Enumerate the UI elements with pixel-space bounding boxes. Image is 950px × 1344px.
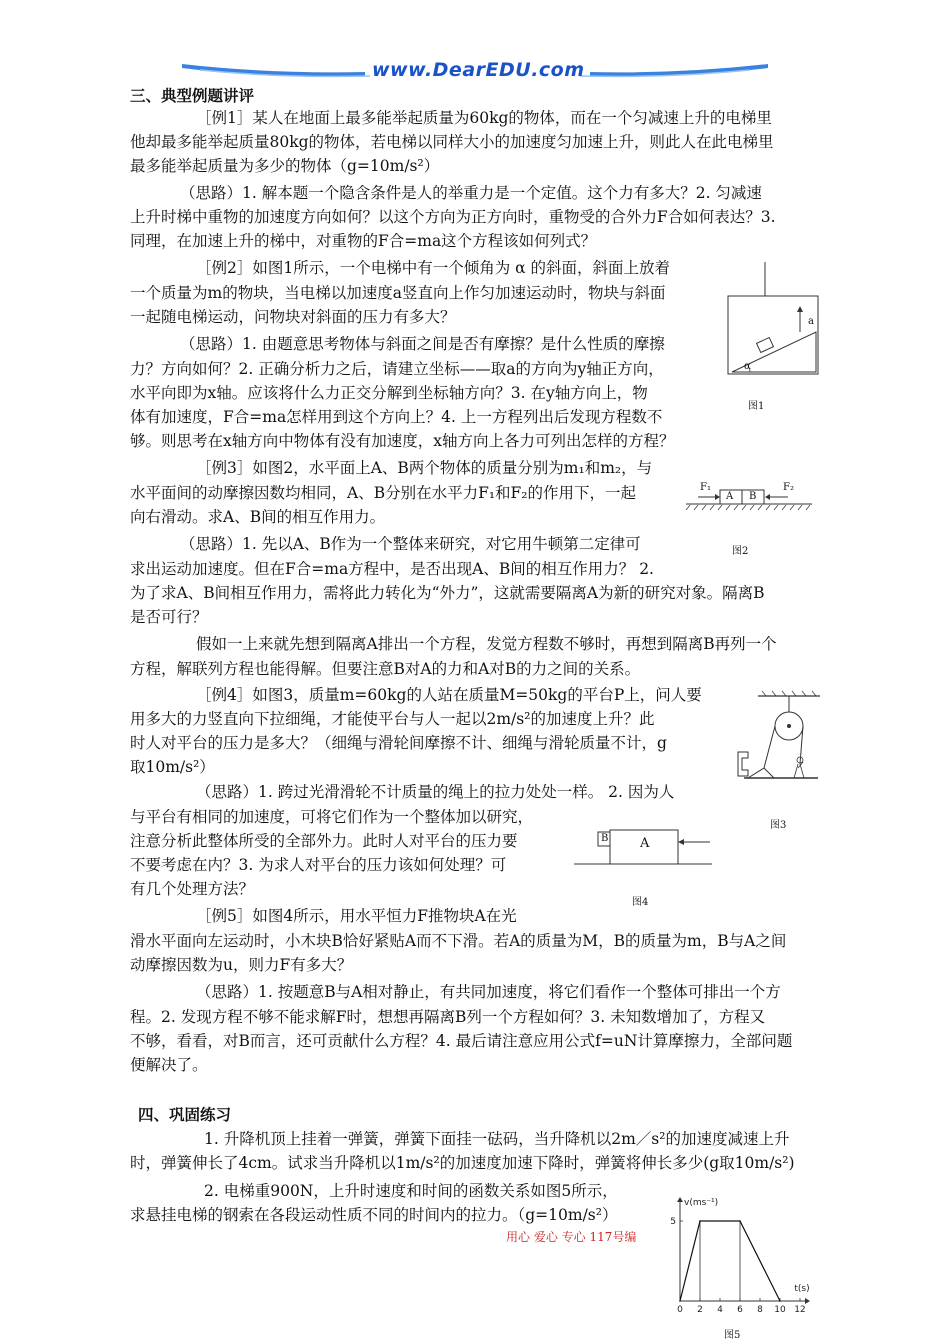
hint5-line3: 不够，看看，对B而言，还可贡献什么方程？4. 最后请注意应用公式f=uN计算摩擦力，全部问题	[130, 1032, 793, 1050]
hint3-line3: 为了求A、B间相互作用力，需将此力转化为“外力”，这就需要隔离A为新的研究对象。隔离B	[130, 584, 765, 602]
extra-line2: 方程，解联列方程也能得解。但要注意B对A的力和A对B的力之间的关系。	[130, 660, 641, 678]
y-axis-label: v(ms⁻¹)	[684, 1198, 719, 1208]
hint4-line1: （思路）1. 跨过光滑滑轮不计质量的绳上的拉力处处一样。 2. 因为人	[196, 783, 675, 801]
hint4-line4: 不要考虑在内？3. 为求人对平台的压力该如何处理？可	[130, 856, 507, 874]
x-tick-label: 2	[697, 1305, 703, 1315]
ex3-line2: 水平面间的动摩擦因数均相同，A、B分别在水平力F₁和F₂的作用下，一起	[130, 484, 637, 502]
hint3-line1: （思路）1. 先以A、B作为一个整体来研究，对它用牛顿第二定律可	[180, 535, 641, 553]
fig2-f1-label: F₁	[700, 482, 711, 493]
ex3-line1: ［例3］如图2，水平面上A、B两个物体的质量分别为m₁和m₂，与	[196, 459, 653, 477]
x-tick-label: 10	[774, 1305, 786, 1315]
ex4-line1: ［例4］如图3，质量m=60kg的人站在质量M=50kg的平台P上，问人要	[196, 686, 702, 704]
figure-5	[666, 1183, 816, 1323]
hint4-line3: 注意分析此整体所受的全部外力。此时人对平台的压力要	[130, 832, 518, 850]
ex4-line4: 取10m/s²）	[130, 758, 215, 776]
site-name[interactable]: www.DearEDU.com	[372, 59, 585, 81]
y-axis-arrow-icon	[677, 1197, 683, 1202]
hint1-line2: 上升时梯中重物的加速度方向如何？以这个方向为正方向时，重物受的合外力F合如何表达？3.	[130, 208, 776, 226]
figure-1	[720, 262, 820, 412]
section4-title: 四、巩固练习	[138, 1106, 232, 1124]
fig2-caption: 图2	[732, 546, 749, 557]
q1-line2: 时，弹簧伸长了4cm。试求当升降机以1m/s²的加速度加速下降时，弹簧将伸长多少(g取10m/s²)	[130, 1154, 795, 1172]
fig2-block-a: A	[726, 491, 734, 502]
fig1-caption: 图1	[748, 401, 765, 412]
ex1-line2: 他却最多能举起质量80kg的物体，若电梯以同样大小的加速度匀加速上升，则此人在此电梯里	[130, 133, 774, 151]
velocity-time-chart	[666, 1183, 816, 1323]
x-tick-label: 6	[737, 1305, 743, 1315]
elevator-incline-diagram	[720, 262, 820, 412]
hint2-line1: （思路）1. 由题意思考物体与斜面之间是否有摩擦？是什么性质的摩擦	[180, 335, 665, 353]
ex5-line3: 动摩擦因数为u，则力F有多大？	[130, 956, 353, 974]
ex3-line3: 向右滑动。求A、B间的相互作用力。	[130, 508, 386, 526]
ex4-line3: 时人对平台的压力是多大？（细绳与滑轮间摩擦不计、细绳与滑轮质量不计，g	[130, 734, 667, 752]
q2-line2: 求悬挂电梯的钢索在各段运动性质不同的时间内的拉力。（g=10m/s²）	[130, 1206, 618, 1224]
q1-line1: 1. 升降机顶上挂着一弹簧，弹簧下面挂一砝码，当升降机以2m／s²的加速度减速上升	[204, 1130, 790, 1148]
x-axis-arrow-icon	[805, 1298, 810, 1304]
velocity-series-line	[680, 1221, 780, 1301]
hint5-line4: 便解决了。	[130, 1056, 208, 1074]
x-tick-label: 8	[757, 1305, 763, 1315]
hint2-line2: 力？方向如何？2. 正确分析力之后，请建立坐标——取a的方向为y轴正方向，	[130, 360, 664, 378]
hint2-line4: 体有加速度，F合=ma怎样用到这个方向上？4. 上一方程列出后发现方程数不	[130, 408, 663, 426]
ex1-line3: 最多能举起质量为多少的物体（g=10m/s²）	[130, 157, 440, 175]
ex2-line3: 一起随电梯运动，问物块对斜面的压力有多大？	[130, 308, 456, 326]
fig1-accel-label: a	[808, 316, 814, 327]
fig2-f2-label: F₂	[783, 482, 794, 493]
hint4-line5: 有几个处理方法？	[130, 880, 255, 898]
hint5-line1: （思路）1. 按题意B与A相对静止，有共同加速度，将它们看作一个整体可排出一个方	[196, 983, 781, 1001]
x-axis-label: t(s)	[794, 1284, 810, 1294]
footer-note: 用心 爱心 专心 117号编	[506, 1230, 637, 1244]
x-tick-label: 0	[677, 1305, 683, 1315]
figure-3	[734, 690, 824, 790]
x-tick-label: 12	[794, 1305, 806, 1315]
ex1-line1: ［例1］某人在地面上最多能举起质量为60kg的物体，而在一个匀减速上升的电梯里	[196, 109, 772, 127]
data-point	[739, 1220, 741, 1222]
hint1-line1: （思路）1. 解本题一个隐含条件是人的举重力是一个定值。这个力有多大？2. 匀减速	[180, 184, 762, 202]
fig4-block-a: A	[640, 836, 650, 851]
fig2-block-b: B	[749, 491, 757, 502]
data-point	[679, 1300, 681, 1302]
ex4-line2: 用多大的力竖直向下拉细绳，才能使平台与人一起以2m/s²的加速度上升？此	[130, 710, 655, 728]
hint4-line2: 与平台有相同的加速度，可将它们作为一个整体加以研究，	[130, 808, 534, 826]
q2-line1: 2. 电梯重900N，上升时速度和时间的函数关系如图5所示，	[204, 1182, 618, 1200]
hint5-line2: 程。2. 发现方程不够不能求解F时，想想再隔离B列一个方程如何？3. 未知数增加了，方程又	[130, 1008, 766, 1026]
fig4-caption: 图4	[632, 897, 649, 908]
extra-line1: 假如一上来就先想到隔离A排出一个方程，发觉方程数不够时，再想到隔离B再列一个	[196, 635, 777, 653]
fig3-caption: 图3	[770, 820, 787, 831]
hint3-line2: 求出运动加速度。但在F合=ma方程中，是否出现A、B间的相互作用力？ 2.	[130, 560, 654, 578]
hint1-line3: 同理，在加速上升的梯中，对重物的F合=ma这个方程该如何列式？	[130, 232, 597, 250]
data-point	[779, 1300, 781, 1302]
x-tick-label: 4	[717, 1305, 723, 1315]
fig1-angle-label: α	[744, 361, 751, 372]
y-tick-label: 5	[670, 1217, 676, 1227]
pulley-platform-diagram	[734, 690, 824, 790]
hint2-line5: 够。则思考在x轴方向中物体有没有加速度，x轴方向上各力可列出怎样的方程？	[130, 432, 675, 450]
ex5-line1: ［例5］如图4所示，用水平恒力F推物块A在光	[196, 907, 517, 925]
hint3-line4: 是否可行？	[130, 608, 208, 626]
ex5-line2: 滑水平面向左运动时，小木块B恰好紧贴A而不下滑。若A的质量为M，B的质量为m，B与A之间	[130, 932, 787, 950]
data-point	[699, 1220, 701, 1222]
ex2-line1: ［例2］如图1所示，一个电梯中有一个倾角为 α 的斜面，斜面上放着	[196, 259, 671, 277]
fig5-caption: 图5	[724, 1330, 741, 1341]
fig4-block-b: B	[601, 833, 609, 844]
ex2-line2: 一个质量为m的物块，当电梯以加速度a竖直向上作匀加速运动时，物块与斜面	[130, 284, 666, 302]
hint2-line3: 水平向即为x轴。应该将什么力正交分解到坐标轴方向？3. 在y轴方向上，物	[130, 384, 648, 402]
section3-title: 三、典型例题讲评	[130, 87, 255, 105]
